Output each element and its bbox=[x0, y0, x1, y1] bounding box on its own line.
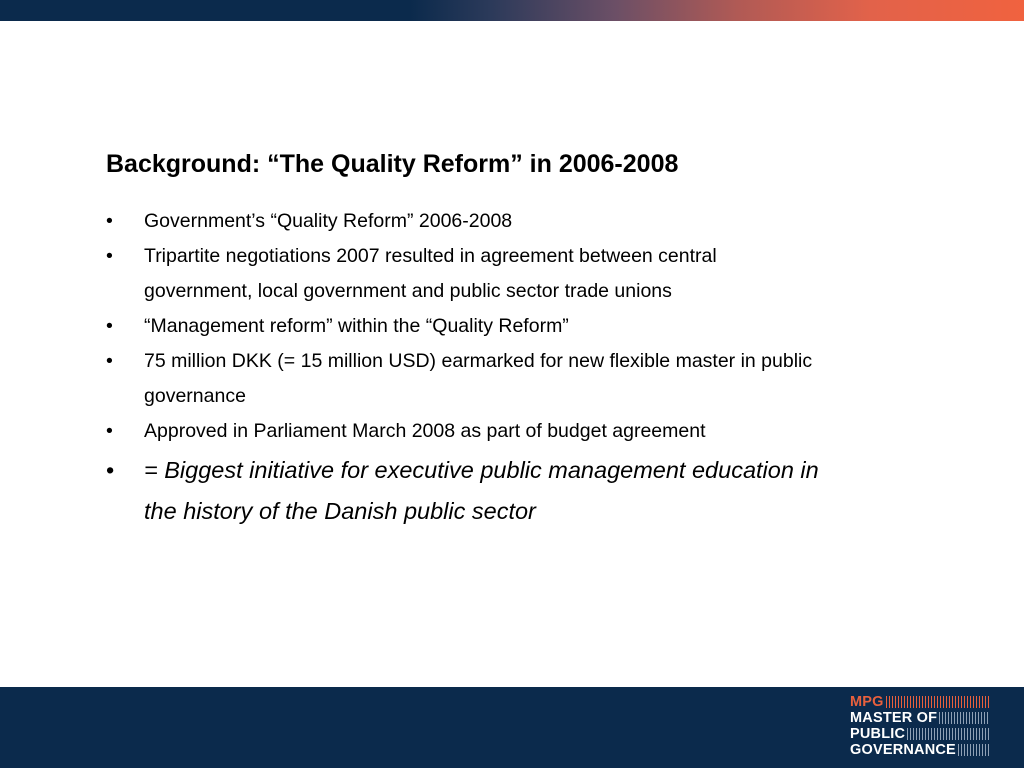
bullet-text: 75 million DKK (= 15 million USD) earmarked for new flexible master in public bbox=[144, 350, 813, 372]
bullet-item-emphasis bbox=[106, 450, 986, 532]
logo-line bbox=[850, 742, 990, 758]
logo-acronym: MPG bbox=[850, 694, 884, 710]
bullet-item bbox=[106, 309, 986, 344]
bullet-item bbox=[106, 414, 986, 449]
mpg-logo bbox=[850, 694, 990, 758]
logo-stripes bbox=[939, 712, 990, 724]
bullet-marker: • bbox=[106, 350, 113, 372]
top-gradient-bar bbox=[0, 0, 1024, 21]
bullet-marker: • bbox=[106, 315, 113, 337]
bullet-marker: • bbox=[106, 420, 113, 442]
bullet-marker: • bbox=[106, 245, 113, 267]
logo-text: GOVERNANCE bbox=[850, 742, 956, 758]
logo-line bbox=[850, 694, 990, 710]
slide-content bbox=[106, 146, 986, 532]
bullet-text-continued: the history of the Danish public sector bbox=[144, 498, 536, 524]
bullet-marker: • bbox=[106, 457, 115, 483]
logo-line bbox=[850, 726, 990, 742]
logo-text: MASTER OF bbox=[850, 710, 938, 726]
bullet-text: Government’s “Quality Reform” 2006-2008 bbox=[144, 210, 513, 232]
bullet-text: “Management reform” within the “Quality Reform” bbox=[144, 315, 569, 337]
bullet-marker: • bbox=[106, 210, 113, 232]
bullet-text-continued: government, local government and public sector trade unions bbox=[144, 280, 672, 302]
logo-stripes bbox=[907, 728, 990, 740]
bullet-list bbox=[106, 204, 986, 532]
bullet-text: = Biggest initiative for executive public management education in bbox=[144, 457, 819, 483]
bullet-text: Tripartite negotiations 2007 resulted in agreement between central bbox=[144, 245, 717, 267]
bullet-item bbox=[106, 344, 986, 414]
bullet-item bbox=[106, 204, 986, 239]
logo-text: PUBLIC bbox=[850, 726, 906, 742]
bullet-item bbox=[106, 239, 986, 309]
slide-title: Background: “The Quality Reform” in 2006-2008 bbox=[106, 150, 679, 178]
logo-stripes bbox=[886, 696, 990, 708]
logo-stripes bbox=[958, 744, 990, 756]
logo-line bbox=[850, 710, 990, 726]
bullet-text-continued: governance bbox=[144, 385, 246, 407]
bullet-text: Approved in Parliament March 2008 as part of budget agreement bbox=[144, 420, 706, 442]
